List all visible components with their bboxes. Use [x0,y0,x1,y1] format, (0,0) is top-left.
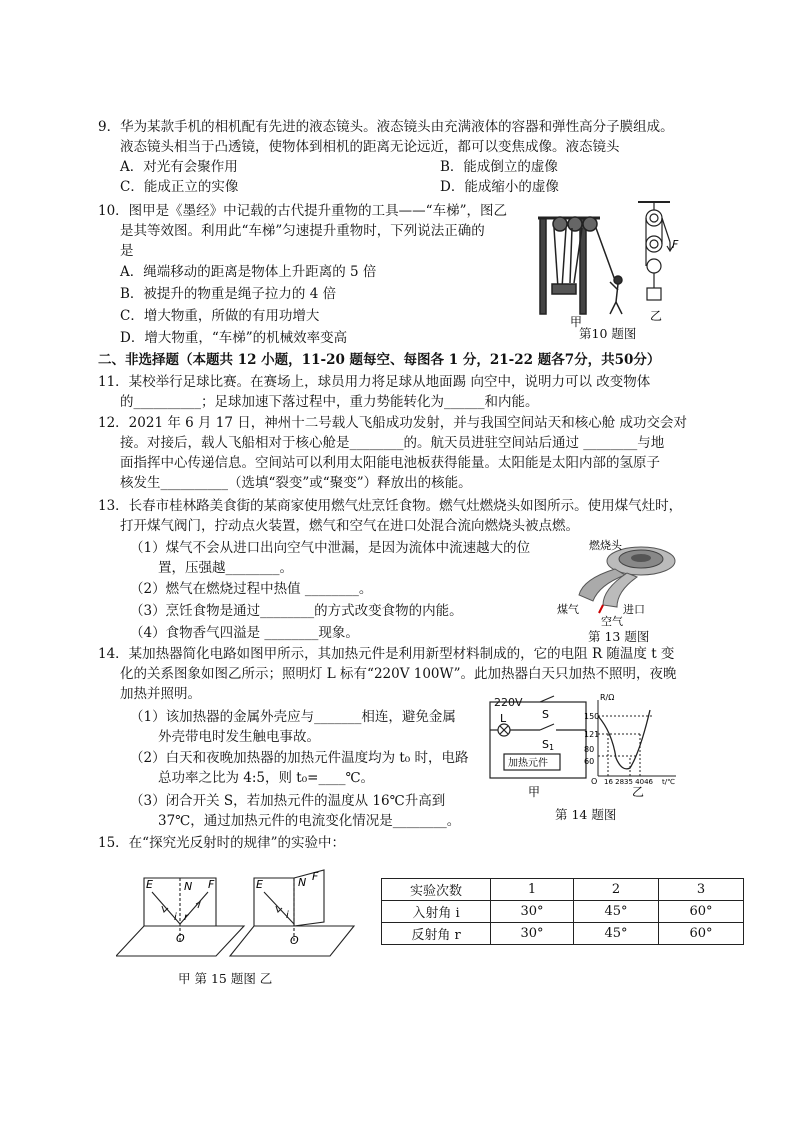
q15-jia-r: r [184,912,189,923]
q10-label-f: F [672,238,679,251]
table-cell: 30° [491,901,574,923]
q11-stem-1: 11．某校举行足球比赛。在赛场上，球员用力将足球从地面踢 向空中，说明力可以 改变物体 [98,374,651,390]
q10-figure [530,198,690,328]
q14-sub-1b: 外壳带电时发生触电事故。 [158,729,320,745]
table-cell: 反射角 r [382,923,491,945]
q15-jia-e: E [146,878,153,891]
q14-graph-ylabel: R/Ω [600,693,615,702]
q12-stem-1: 12．2021 年 6 月 17 日，神州十二号载人飞船成功发射，并与我国空间站天和核心舱 成功交会对 [98,415,688,431]
table-cell: 60° [659,923,744,945]
q13-sub-1a: （1）煤气不会从进口出向空气中泄漏，是因为流体中流速越大的位 [130,540,531,556]
q10-option-c: C．增大物重，所做的有用功增大 [120,308,320,324]
table-row [382,923,744,945]
q14-label-s: S [542,708,549,721]
q14-sub-3a: （3）闭合开关 S，若加热元件的温度从 16℃升高到 [130,793,446,809]
q10-label-jia: 甲 [570,315,583,328]
q15-yi-n: N [298,876,307,889]
q15-yi-o: O [290,934,299,947]
q14-graph-x-ticks: 16 2835 4046 [604,778,653,786]
table-cell: 45° [574,923,659,945]
q15-jia-o: O [176,932,185,945]
q14-sub-1a: （1）该加热器的金属外壳应与_______相连，避免金属 [130,709,456,725]
q9-stem-1: 9．华为某款手机的相机配有先进的液态镜头。液态镜头由充满液体的容器和弹性高分子膜组成。 [98,119,674,135]
q13-stem-2: 打开煤气阀门，拧动点火装置，燃气和空气在进口处混合流向燃烧头被点燃。 [120,518,579,534]
q10-stem-3: 是 [120,243,134,259]
q10-option-d: D．增大物重，“车梯”的机械效率变高 [120,330,348,346]
q13-sub-4: （4）食物香气四溢是 ________现象。 [130,625,359,641]
q13-sub-2: （2）燃气在燃烧过程中热值 ________。 [130,581,373,597]
q14-stem-3: 加热并照明。 [120,686,201,702]
q14-stem-1: 14．某加热器简化电路如图甲所示，其加热元件是利用新型材料制成的，它的电阻 R 随温度 t 变 [98,646,675,662]
q14-label-s1: S1 [542,738,555,752]
q9-option-a: A．对光有会聚作用 [120,159,238,175]
q14-label-jia: 甲 [528,785,541,799]
q10-stem-2: 是其等效图。利用此“车梯”匀速提升重物时，下列说法正确的 [120,223,485,239]
q14-sub-2b: 总功率之比为 4:5，则 t₀=____℃。 [158,770,375,786]
q11-stem-2: 的__________；足球加速下落过程中，重力势能转化为______和内能。 [120,394,539,410]
q15-yi-i: i [286,910,289,921]
q13-sub-3: （3）烹饪食物是通过________的方式改变食物的内能。 [130,603,463,619]
q13-caption: 第 13 题图 [588,629,650,644]
q14-graph-y-80: 80 [584,745,595,754]
table-cell: 45° [574,901,659,923]
q13-label-gas: 煤气 [557,603,579,616]
q10-stem-1: 10．图甲是《墨经》中记载的古代提升重物的工具——“车梯”，图乙 [98,203,507,219]
q12-stem-2: 接。对接后，载人飞船相对于核心舱是________的。航天员进驻空间站后通过 ________与地 [120,435,665,451]
q12-stem-4: 核发生__________（选填“裂变”或“聚变”）释放出的核能。 [120,475,472,491]
q15-stem: 15．在“探究光反射时的规律”的实验中： [98,835,345,851]
q14-stem-2: 化的关系图象如图乙所示；照明灯 L 标有“220V 100W”。此加热器白天只加热不照明，夜晚 [120,666,677,682]
q15-jia-n: N [184,880,193,893]
q15-yi-f: F [312,870,319,883]
q15-caption: 甲 第 15 题图 乙 [178,971,273,986]
table-header-row [382,879,744,901]
q14-graph-xlabel: t/℃ [662,778,675,786]
q14-label-220v: 220V [494,696,523,709]
q14-circuit-figure [480,692,680,800]
q10-option-a: A．绳端移动的距离是物体上升距离的 5 倍 [120,264,377,280]
q14-sub-3b: 37℃，通过加热元件的电流变化情况是________。 [158,813,461,829]
q15-data-table [381,878,744,945]
q14-label-element: 加热元件 [508,758,548,769]
table-cell: 60° [659,901,744,923]
q14-graph-y-121: 121 [584,730,600,739]
q9-option-d: D．能成缩小的虚像 [440,179,559,195]
q14-label-yi: 乙 [632,785,645,799]
q13-sub-1b: 置，压强越________。 [158,560,293,576]
q10-label-yi: 乙 [650,309,663,323]
q15-reflection-figure [116,868,366,964]
table-header-cell: 2 [574,879,659,901]
q14-caption: 第 14 题图 [555,807,617,822]
q9-stem-2: 液态镜头相当于凸透镜，使物体到相机的距离无论远近，都可以变焦成像。液态镜头 [120,139,620,155]
section-2-heading: 二、非选择题（本题共 12 小题，11-20 题每空、每图各 1 分，21-22 题各7分，共50分） [98,352,661,368]
q14-graph-y-60: 60 [584,757,595,766]
q15-jia-i: i [174,912,177,923]
q13-label-inlet: 进口 [623,603,645,616]
table-header-cell: 3 [659,879,744,901]
table-cell: 入射角 i [382,901,491,923]
q13-label-head: 燃烧头 [589,539,622,552]
table-cell: 30° [491,923,574,945]
q14-graph-y-150: 150 [584,712,600,721]
q15-yi-e: E [256,878,263,891]
q10-option-b: B．被提升的物重是绳子拉力的 4 倍 [120,286,337,302]
table-row [382,901,744,923]
q13-stem-1: 13．长春市桂林路美食街的某商家使用燃气灶烹饪食物。燃气灶燃烧头如图所示。使用煤气灶时， [98,498,683,514]
q10-caption: 第10 题图 [579,326,637,341]
q14-label-l: L [500,712,507,725]
q9-option-c: C．能成正立的实像 [120,179,239,195]
table-header-cell: 实验次数 [382,879,491,901]
table-header-cell: 1 [491,879,574,901]
q9-option-b: B．能成倒立的虚像 [440,159,558,175]
q14-sub-2a: （2）白天和夜晚加热器的加热元件温度均为 t₀ 时，电路 [130,750,469,766]
q12-stem-3: 面指挥中心传递信息。空间站可以利用太阳能电池板获得能量。太阳能是太阳内部的氢原子 [120,455,660,471]
q13-burner-figure [553,535,693,627]
q14-graph-origin: O [591,777,598,786]
q13-label-air: 空气 [601,615,623,627]
q15-jia-f: F [208,878,215,891]
